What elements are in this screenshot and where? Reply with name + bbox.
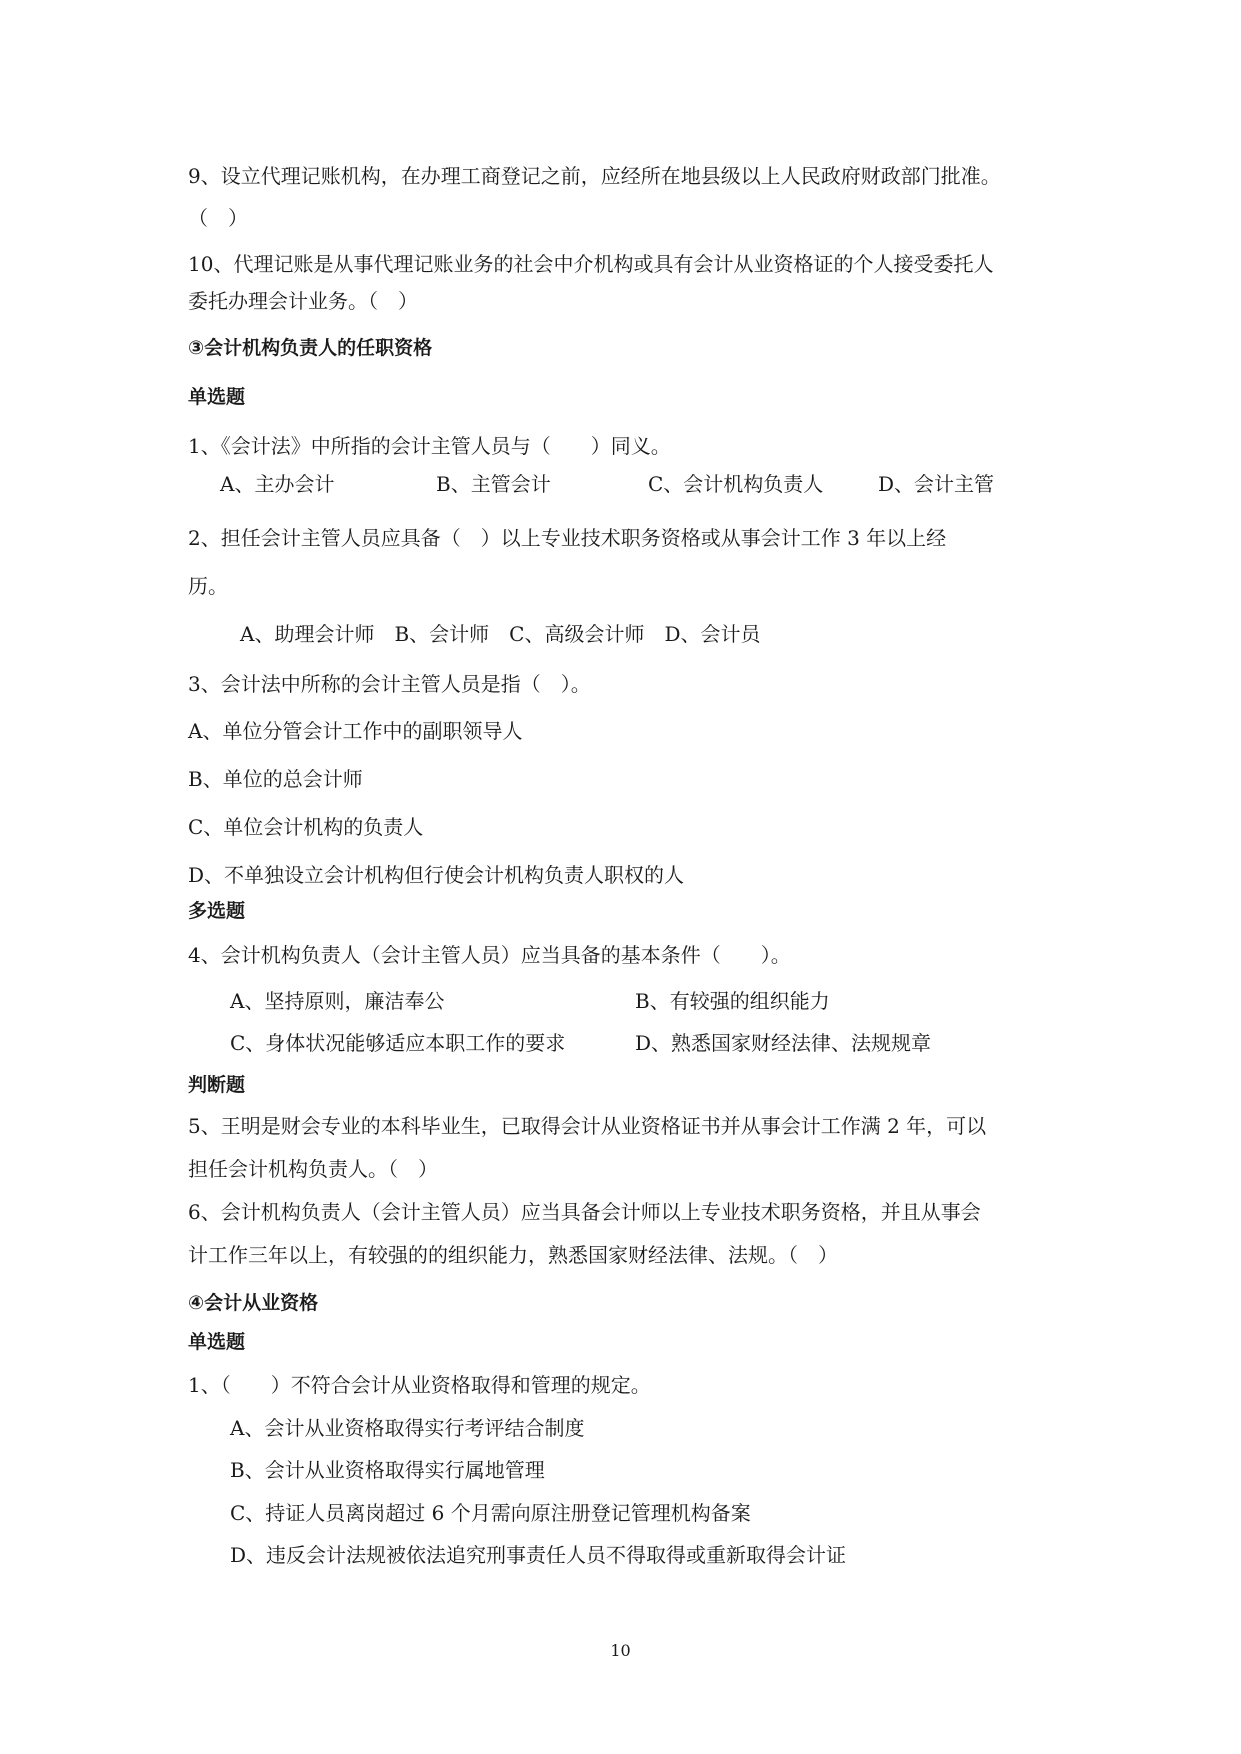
s3-q3-option-a: A、单位分管会计工作中的副职领导人 <box>188 719 523 743</box>
s3-q4-option-b: B、有较强的组织能力 <box>635 989 830 1013</box>
section4-title: ④会计从业资格 <box>188 1292 319 1314</box>
s3-q1-option-d: D、会计主管 <box>878 472 995 496</box>
s3-q4-option-d: D、熟悉国家财经法律、法规规章 <box>635 1031 932 1055</box>
s3-q1-text: 1、《会计法》中所指的会计主管人员与（ ）同义。 <box>188 434 671 458</box>
s3-q3-option-d: D、不单独设立会计机构但行使会计机构负责人职权的人 <box>188 863 685 887</box>
s4-q1-text: 1、（ ）不符合会计从业资格取得和管理的规定。 <box>188 1373 651 1397</box>
s3-q1-option-a: A、主办会计 <box>220 472 335 496</box>
s3-q2-options: A、助理会计师 B、会计师 C、高级会计师 D、会计员 <box>240 622 761 646</box>
section3-single-title: 单选题 <box>188 386 246 408</box>
section3-title: ③会计机构负责人的任职资格 <box>188 337 433 359</box>
s4-q1-option-c: C、持证人员离岗超过 6 个月需向原注册登记管理机构备案 <box>230 1501 751 1525</box>
s3-q2-line1: 2、担任会计主管人员应具备（ ）以上专业技术职务资格或从事会计工作 3 年以上经 <box>188 526 947 550</box>
q10-line2: 委托办理会计业务。（ ） <box>188 289 418 313</box>
q9-line2: （ ） <box>188 206 248 230</box>
s3-q6-line1: 6、会计机构负责人（会计主管人员）应当具备会计师以上专业技术职务资格，并且从事会 <box>188 1200 981 1224</box>
s3-q4-option-a: A、坚持原则，廉洁奉公 <box>230 989 445 1013</box>
s4-q1-option-a: A、会计从业资格取得实行考评结合制度 <box>230 1416 585 1440</box>
s3-q6-line2: 计工作三年以上，有较强的的组织能力，熟悉国家财经法律、法规。（ ） <box>188 1243 838 1267</box>
section3-multi-title: 多选题 <box>188 900 246 922</box>
s3-q3-option-b: B、单位的总会计师 <box>188 767 363 791</box>
s3-q5-line1: 5、王明是财会专业的本科毕业生，已取得会计从业资格证书并从事会计工作满 2 年，可以 <box>188 1114 987 1138</box>
page-number: 10 <box>610 1641 631 1660</box>
s3-q3-option-c: C、单位会计机构的负责人 <box>188 815 424 839</box>
s3-q1-option-c: C、会计机构负责人 <box>648 472 824 496</box>
s3-q5-line2: 担任会计机构负责人。（ ） <box>188 1157 438 1181</box>
s3-q2-line2: 历。 <box>188 574 228 598</box>
s3-q1-option-b: B、主管会计 <box>436 472 551 496</box>
section4-single-title: 单选题 <box>188 1331 246 1353</box>
s4-q1-option-b: B、会计从业资格取得实行属地管理 <box>230 1458 545 1482</box>
s3-q3-text: 3、会计法中所称的会计主管人员是指（ ）。 <box>188 672 591 696</box>
s3-q4-text: 4、会计机构负责人（会计主管人员）应当具备的基本条件（ ）。 <box>188 943 791 967</box>
q10-line1: 10、代理记账是从事代理记账业务的社会中介机构或具有会计从业资格证的个人接受委托人 <box>188 252 994 276</box>
section3-judge-title: 判断题 <box>188 1074 246 1096</box>
s4-q1-option-d: D、违反会计法规被依法追究刑事责任人员不得取得或重新取得会计证 <box>230 1543 847 1567</box>
q9-line1: 9、设立代理记账机构，在办理工商登记之前，应经所在地县级以上人民政府财政部门批准。 <box>188 164 1001 188</box>
s3-q4-option-c: C、身体状况能够适应本职工作的要求 <box>230 1031 566 1055</box>
